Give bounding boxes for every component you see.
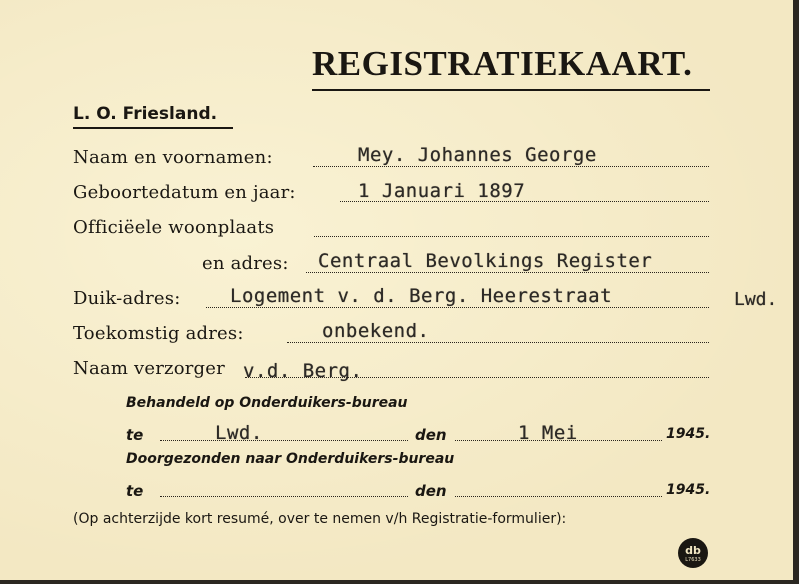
duik-value: Logement v. d. Berg. Heerestraat [230, 285, 613, 307]
organization-underline [73, 127, 233, 129]
doorgezonden-te-label: te [126, 482, 144, 500]
organization-name: L. O. Friesland. [73, 104, 218, 124]
behandeld-den-value: 1 Mei [518, 422, 578, 444]
duik-label: Duik-adres: [73, 288, 181, 309]
behandeld-te-value: Lwd. [215, 422, 263, 444]
behandeld-den-label: den [415, 426, 447, 444]
printer-logo-icon [678, 538, 708, 568]
card-edge-right [793, 0, 799, 584]
toekomstig-value: onbekend. [322, 320, 430, 342]
card-edge-bottom [0, 580, 799, 584]
geboorte-label: Geboortedatum en jaar: [73, 182, 296, 203]
behandeld-te-line [160, 439, 408, 441]
geboorte-value: 1 Januari 1897 [358, 180, 526, 202]
duik-value-suffix: Lwd. [734, 289, 778, 310]
logo-text: db [685, 544, 701, 557]
adres-label: en adres: [202, 253, 289, 274]
woonplaats-label: Officiëele woonplaats [73, 217, 275, 238]
woonplaats-line [314, 235, 709, 237]
behandeld-heading: Behandeld op Onderduikers-bureau [126, 395, 408, 411]
doorgezonden-te-line [160, 495, 408, 497]
behandeld-te-label: te [126, 426, 144, 444]
adres-value: Centraal Bevolkings Register [318, 250, 653, 272]
naam-value: Mey. Johannes George [358, 144, 597, 166]
doorgezonden-den-label: den [415, 482, 447, 500]
naam-label: Naam en voornamen: [73, 147, 273, 168]
verzorger-label: Naam verzorger [73, 358, 225, 379]
card-title: REGISTRATIEKAART. [312, 44, 693, 83]
doorgezonden-heading: Doorgezonden naar Onderduikers-bureau [126, 451, 455, 467]
verzorger-value: v.d. Berg. [243, 360, 363, 382]
logo-subtext: L7633 [685, 557, 701, 563]
title-underline [312, 89, 710, 91]
footer-note: (Op achterzijde kort resumé, over te nemen v/h Registratie-formulier): [73, 511, 567, 527]
doorgezonden-year: 1945. [666, 482, 711, 498]
behandeld-year: 1945. [666, 426, 711, 442]
doorgezonden-den-line [455, 495, 662, 497]
toekomstig-label: Toekomstig adres: [73, 323, 244, 344]
